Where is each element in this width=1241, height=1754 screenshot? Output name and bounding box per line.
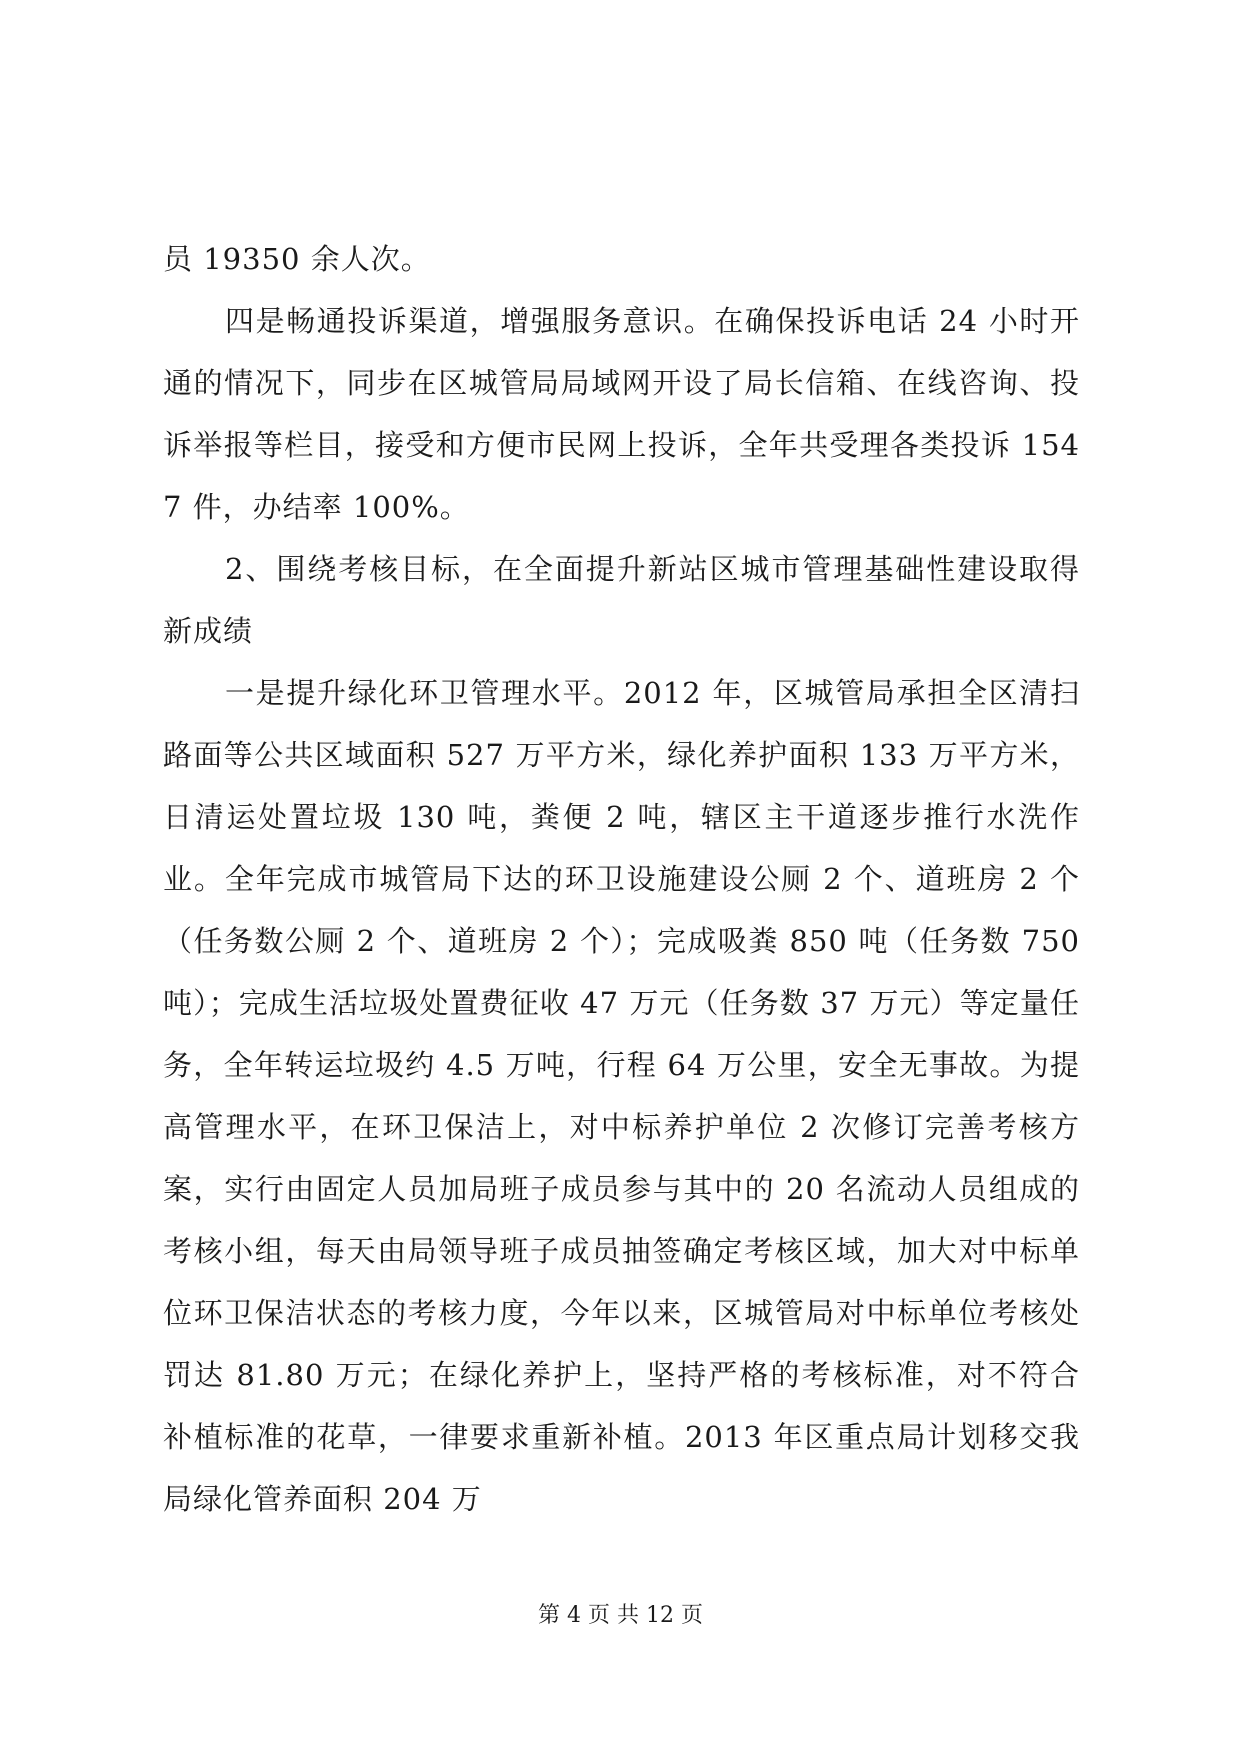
paragraph-greening-sanitation: 一是提升绿化环卫管理水平。2012 年，区城管局承担全区清扫路面等公共区域面积 527 万平方米，绿化养护面积 133 万平方米，日清运处置垃圾 130 吨，粪便 2 吨，辖区主干道逐步推行水洗作业。全年完成市城管局下达的环卫设施建设公厕 2 个、道班房 2 个（任务数公厕 2 个、道班房 2 个）；完成吸粪 850 吨（任务数 750 吨）；完成生活垃圾处置费征收 47 万元（任务数 37 万元）等定量任务，全年转运垃圾约 4.5 万吨，行程 64 万公里，安全无事故。为提高管理水平，在环卫保洁上，对中标养护单位 2 次修订完善考核方案，实行由固定人员加局班子成员参与其中的 20 名流动人员组成的考核小组，每天由局领导班子成员抽签确定考核区域，加大对中标单位环卫保洁状态的考核力度，今年以来，区城管局对中标单位考核处罚达 81.80 万元；在绿化养护上，坚持严格的考核标准，对不符合补植标准的花草，一律要求重新补植。2013 年区重点局计划移交我局绿化管养面积 204 万	[163, 676, 1080, 1516]
section-heading-assessment-goals: 2、围绕考核目标，在全面提升新站区城市管理基础性建设取得新成绩	[163, 552, 1080, 648]
paragraph-continuation: 员 19350 余人次。	[163, 242, 431, 276]
paragraph-complaint-channels: 四是畅通投诉渠道，增强服务意识。在确保投诉电话 24 小时开通的情况下，同步在区城管局局域网开设了局长信箱、在线咨询、投诉举报等栏目，接受和方便市民网上投诉，全年共受理各类投诉 1547 件，办结率 100%。	[163, 304, 1080, 524]
page-number-footer: 第 4 页 共 12 页	[538, 1603, 703, 1628]
document-body	[163, 228, 1080, 1530]
